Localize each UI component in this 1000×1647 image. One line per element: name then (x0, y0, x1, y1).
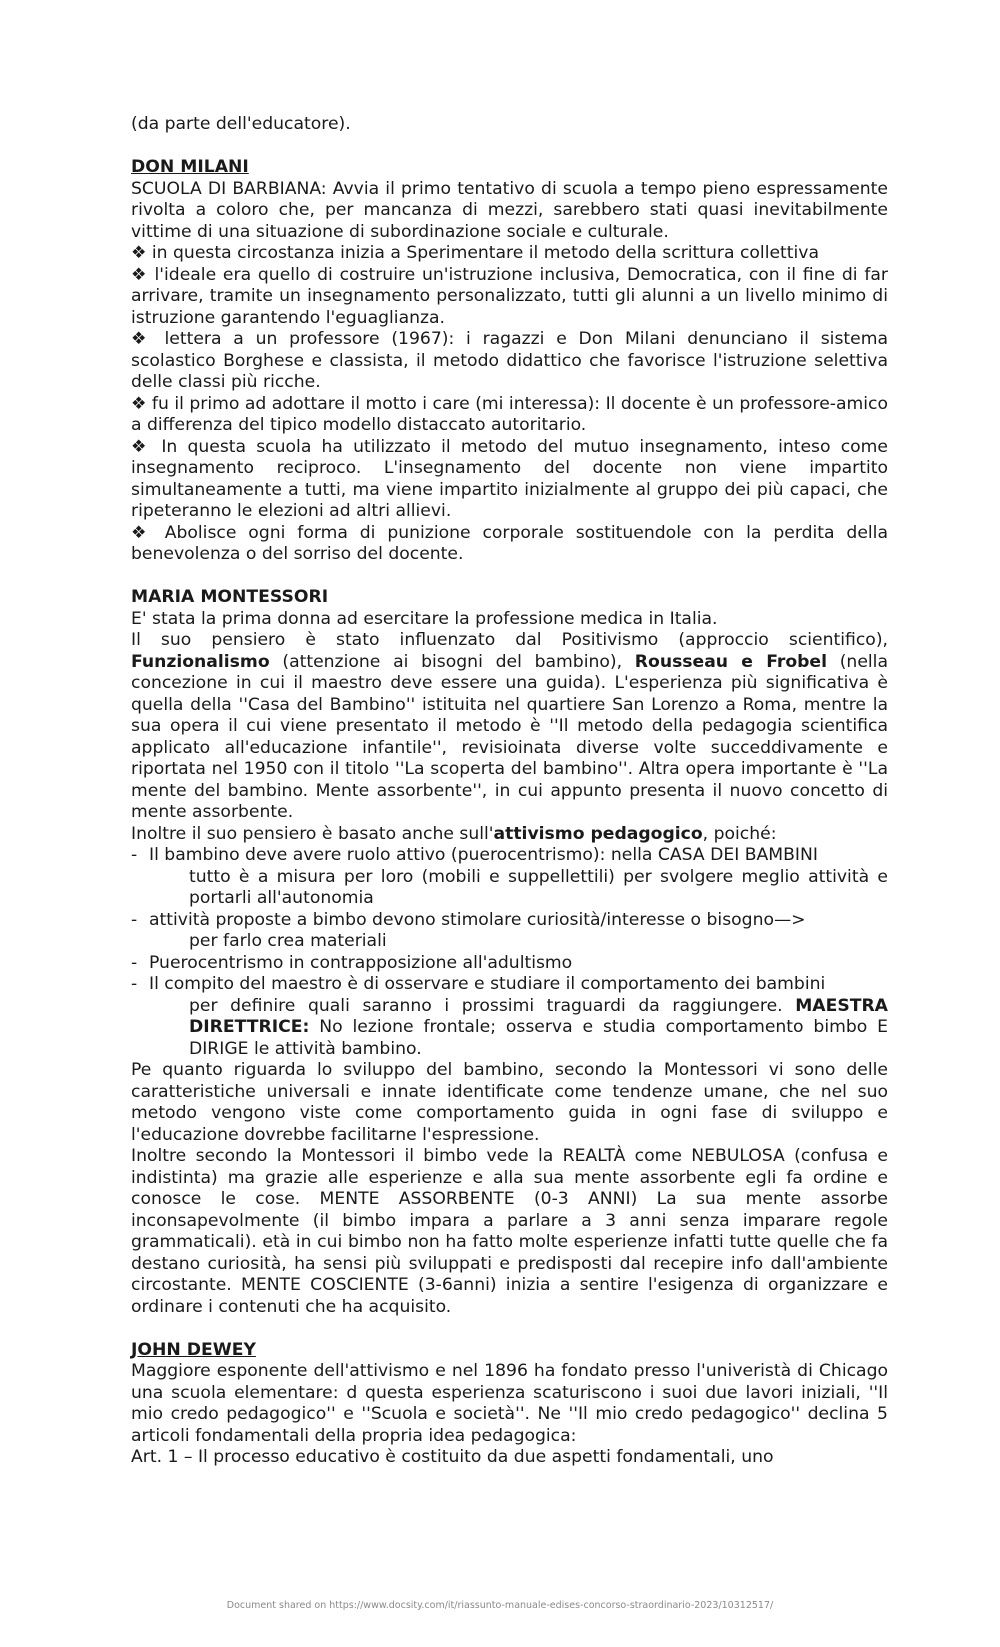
document-body (131, 114, 888, 1469)
bold-term: Funzionalismo (131, 651, 270, 672)
dash-bullet-icon: - (131, 909, 138, 930)
paragraph (131, 630, 888, 824)
paragraph: Art. 1 – Il processo educativo è costituito da due aspetti fondamentali, uno (131, 1447, 774, 1467)
text-run: per definire quali saranno i prossimi traguardi da raggiungere. (189, 995, 796, 1016)
bullet-text: in questa circostanza inizia a Sperimentare il metodo della scrittura collettiva (151, 243, 820, 263)
paragraph: SCUOLA DI BARBIANA: Avvia il primo tentativo di scuola a tempo pieno espressamente rivolta a coloro che, per mancanza di mezzi, sarebbero stati quasi inevitabilmente vittime di una situazione di subordinazione sociale e culturale. (131, 178, 888, 242)
text-run: Inoltre il suo pensiero è basato anche sull' (131, 823, 494, 844)
dash-item-continuation (149, 996, 888, 1061)
dash-item-first-line: attività proposte a bimbo devono stimolare curiosità/interesse o bisogno—> (149, 909, 806, 930)
diamond-bullet-icon: ❖ (131, 393, 147, 414)
section-heading-maria-montessori: MARIA MONTESSORI (131, 587, 329, 607)
bold-term: MAESTRA DIRETTRICE: (189, 995, 888, 1037)
text-run: (attenzione ai bisogni del bambino), (269, 651, 635, 672)
bullet-item (131, 329, 888, 394)
dash-item-first-line: Il compito del maestro è di osservare e studiare il comportamento dei bambini (149, 974, 826, 994)
dash-list-item (131, 953, 888, 975)
bold-term: attivismo pedagogico (493, 823, 703, 844)
dash-list-item (131, 845, 888, 910)
paragraph: Maggiore esponente dell'attivismo e nel 1896 ha fondato presso l'univeristà di Chicago una scuola elementare: d questa esperienza scaturiscono i suoi due lavori iniziali, ''Il mio credo pedagogico'' e ''Scuola e società''. Ne ''Il mio credo pedagogico'' declina 5 articoli fondamentali della propria idea pedagogica: (131, 1361, 888, 1446)
dash-item-first-line: Puerocentrismo in contrapposizione all'adultismo (149, 952, 573, 973)
spacer (131, 566, 888, 588)
bullet-text: lettera a un professore (1967): i ragazzi e Don Milani denunciano il sistema scolastico Borghese e classista, il metodo didattico che favorisce l'istruzione selettiva delle classi più ricche. (131, 329, 888, 392)
bullet-item (131, 243, 888, 265)
section-heading-don-milani: DON MILANI (131, 157, 249, 177)
spacer (131, 1318, 888, 1340)
bullet-item (131, 437, 888, 523)
dash-item-first-line: Il bambino deve avere ruolo attivo (puerocentrismo): nella CASA DEI BAMBINI (149, 845, 818, 865)
diamond-bullet-icon: ❖ (131, 436, 152, 457)
text-run: , poiché: (702, 823, 777, 844)
paragraph: Pe quanto riguarda lo sviluppo del bambino, secondo la Montessori vi sono delle caratteristiche universali e innate identificate come tendenze umane, che nel suo metodo vengono viste come comportamento guida in ogni fase di sviluppo e l'educazione dovrebbe facilitarne l'espressione. (131, 1060, 888, 1145)
dash-list-item (131, 910, 888, 953)
bullet-item (131, 265, 888, 330)
dash-bullet-icon: - (131, 845, 138, 865)
section-heading-john-dewey: JOHN DEWEY (131, 1339, 256, 1360)
dash-item-continuation: tutto è a misura per loro (mobili e suppellettili) per svolgere meglio attività e portarli all'autonomia (189, 866, 888, 908)
dash-bullet-icon: - (131, 952, 138, 973)
paragraph (131, 824, 888, 846)
text-run: (nella concezione in cui il maestro deve essere una guida). L'esperienza più significativa è quella della ''Casa del Bambino'' istituita nel quartiere San Lorenzo a Roma, mentre la sua opera il cui viene presentato il metodo è ''Il metodo della pedagogia scientifica applicato all'educazione infantile'', revisioinata diverse volte succeddivamente e riportata nel 1950 con il titolo ''La scoperta del bambino''. Altra opera importante è ''La mente del bambino. Mente assorbente'', in cui appunto presenta il nuovo concetto di mente assorbente. (131, 651, 888, 822)
bullet-text: Abolisce ogni forma di punizione corporale sostituendole con la perdita della benevolenza o del sorriso del docente. (131, 522, 888, 564)
bullet-item (131, 394, 888, 437)
dash-list-item (131, 974, 888, 1060)
intro-line: (da parte dell'educatore). (131, 114, 351, 134)
spacer (131, 136, 888, 158)
dash-item-continuation: per farlo crea materiali (189, 931, 387, 951)
text-run: No lezione frontale; osserva e studia comportamento bimbo E DIRIGE le attività bambino. (189, 1017, 888, 1059)
diamond-bullet-icon: ❖ (131, 264, 148, 285)
diamond-bullet-icon: ❖ (131, 522, 153, 543)
bullet-text: fu il primo ad adottare il motto i care (mi interessa): Il docente è un professore-amico a differenza del tipico modello distaccato autoritario. (131, 393, 888, 435)
bullet-text: In questa scuola ha utilizzato il metodo del mutuo insegnamento, inteso come insegnamento reciproco. L'insegnamento del docente non viene impartito simultaneamente a tutti, ma viene impartito inizialmente al gruppo dei più capaci, che ripeteranno le elezioni ad altri allievi. (131, 436, 888, 521)
diamond-bullet-icon: ❖ (131, 329, 153, 349)
bold-term: Rousseau e Frobel (634, 651, 827, 672)
bullet-item (131, 523, 888, 566)
paragraph: Inoltre secondo la Montessori il bimbo vede la REALTÀ come NEBULOSA (confusa e indistinta) ma grazie alle esperienze e alla sua mente assorbente egli fa ordine e conosce le cose. MENTE ASSORBENTE (0-3 ANNI) La sua mente assorbe inconsapevolmente (il bimbo impara a parlare a 3 anni senza imparare regole grammaticali). età in cui bimbo non ha fatto molte esperienze infatti tutte quelle che fa destano curiosità, ha sensi più sviluppati e predisposti dal recepire info dall'ambiente circostante. MENTE COSCIENTE (3-6anni) inizia a sentire l'esigenza di organizzare e ordinare i contenuti che ha acquisito. (131, 1146, 888, 1317)
text-run: Il suo pensiero è stato influenzato dal Positivismo (approccio scientifico), (131, 630, 888, 650)
bullet-text: l'ideale era quello di costruire un'istruzione inclusiva, Democratica, con il fine di far arrivare, tramite un insegnamento personalizzato, tutti gli alunni a un livello minimo di istruzione garantendo l'eguaglianza. (131, 264, 888, 328)
page-footer-source: Document shared on https://www.docsity.com/it/riassunto-manuale-edises-concorso-straordinario-2023/10312517/ (226, 1600, 774, 1611)
paragraph: E' stata la prima donna ad esercitare la professione medica in Italia. (131, 608, 718, 629)
diamond-bullet-icon: ❖ (131, 243, 147, 263)
dash-bullet-icon: - (131, 974, 138, 994)
